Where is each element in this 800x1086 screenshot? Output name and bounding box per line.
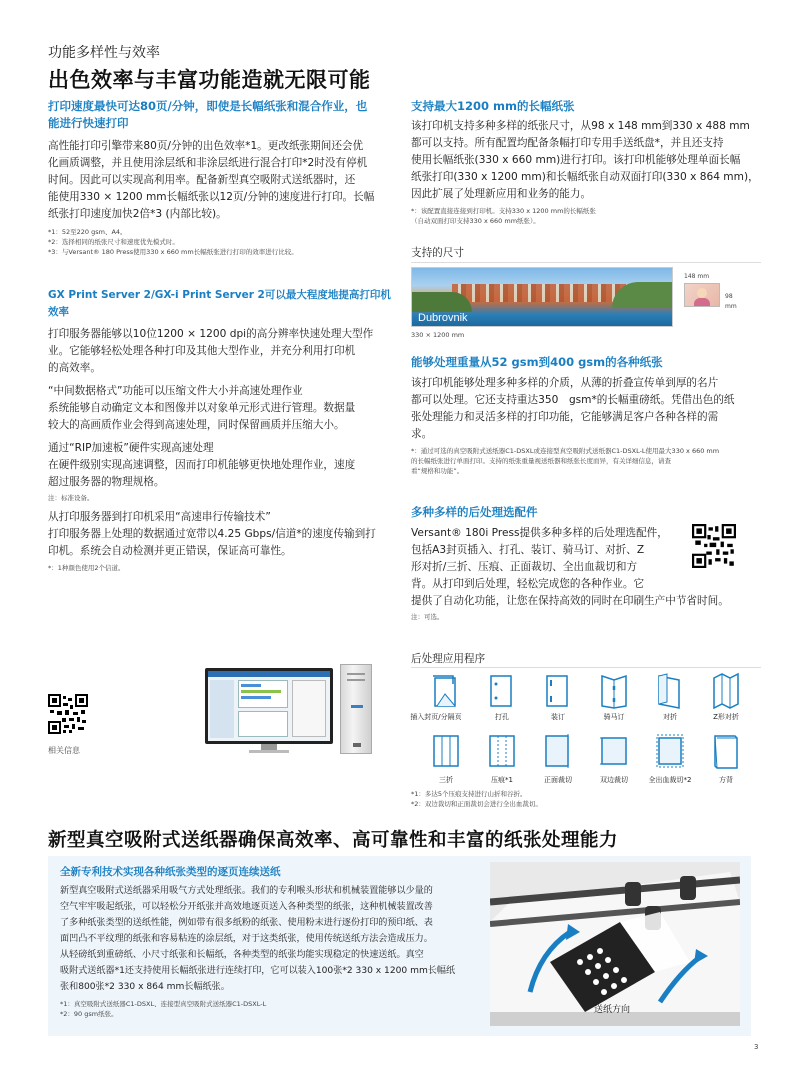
app-label: 压痕*1 <box>491 776 513 784</box>
app-label: 打孔 <box>495 713 509 721</box>
dubrovnik-banner-image <box>411 267 673 327</box>
speed-title-line1: 打印速度最快可达80页/分钟，即使是长幅纸张和混合作业，也 <box>48 99 368 113</box>
finishing-icons-row2 <box>411 730 761 774</box>
app-label: 装订 <box>551 713 565 721</box>
related-info-label: 相关信息 <box>48 746 80 755</box>
qr-code-icon <box>48 694 88 734</box>
paper-weight-section: 能够处理重量从52 gsm到400 gsm的各种纸张 该打印机能够处理多种多样的介质，从薄的折叠宣传单到厚的名片 都可以处理。它还支持重达350 gsm*的长幅重磅纸。凭借出色的纸 张处理能力和灵活多样的打印功能，它能够满足客户各种各样的需 求。 *：通过可选的真空吸附式送纸器C1-DSXL或连接型真空吸附式送纸器C1-DSXL-L使用最大330 x 660 mm 的长幅纸张进行单面打印。支持的纸张重量视送纸器和纸张长度而异，有关详细信息，请查 看“规格和功能”。 <box>411 354 761 476</box>
speed-notes: *1：52至220 gsm、A4。 *2：选择相同的纸张尺寸和速度优先模式时。 *3：与Versant® 180 Press使用330 x 660 mm长幅纸张进行打印的效率进行比较。 <box>48 228 298 256</box>
small-size-height: 98 mm <box>725 293 737 310</box>
server-tower-image <box>340 664 372 754</box>
z-fold-icon <box>711 672 741 710</box>
face-trim-icon <box>543 732 573 770</box>
app-label: 对折 <box>663 713 677 721</box>
apps-label: 后处理应用程序 <box>411 653 486 665</box>
server-section: GX Print Server 2/GX-i Print Server 2可以最大程度地提高打印机效率 打印服务器能够以10位1200 × 1200 dpi的高分辨率快速处理大型作 业。它能够轻松处理各种打印及其他大型作业，并充分利用打印机 的高效率。 “中间数据格式”功能可以压缩文件大小并高速处理作业 系统能够自动确定文本和图像并以对象单元形式进行管理。数据量 较大的高画质作业会得到高速处理，同时保留画质并压缩大小。 通过“RIP加速板”硬件实现高速处理 在硬件级别实现高速调整，因而打印机能够更快地处理作业，速度 超过服务器的物理规格。 注：标准设备。 从打印服务器到打印机采用“高速串行传输技术” 打印服务器上处理的数据通过宽带以4.25 Gbps/信道*的速度传输到打 印机。系统会自动检测并更正错误，保证高可靠性。 *：1种颜色使用2个信道。 <box>48 287 393 573</box>
finishing-qr[interactable] <box>692 524 736 568</box>
staple-icon <box>543 672 573 710</box>
feeder-subtitle: 全新专利技术实现各种纸张类型的逐页连续送纸 <box>60 866 281 878</box>
bi-fold-icon <box>655 672 685 710</box>
hole-punch-icon <box>487 672 517 710</box>
divider <box>411 262 761 263</box>
right-column: 支持最大1200 mm的长幅纸张 该打印机支持多种多样的纸张尺寸，从98 x 148 mm到330 x 488 mm 都可以支持。所有配置均配备条幅打印专用手送纸盘*，并且还支持 使用长幅纸张(330 x 660 mm)进行打印。该打印机能够处理单面长幅 纸张打印(330 x 1200 mm)和长幅纸张自动双面打印(330 x 864 mm)， 因此扩展了处理新应用和业务的能力。 *：该配置直接连接到打印机。支持330 x 1200 mm的长幅纸张 （自动双面打印支持330 x 660 mm纸张）。 <box>411 98 761 226</box>
app-label: 三折 <box>439 776 453 784</box>
app-label: 骑马订 <box>603 713 625 721</box>
left-column <box>48 98 393 257</box>
tri-fold-icon <box>431 732 461 770</box>
feeder-section-title: 新型真空吸附式送纸器确保高效率、高可靠性和丰富的纸张处理能力 <box>48 830 619 851</box>
small-size-width: 148 mm <box>684 273 710 280</box>
square-fold-icon <box>711 732 741 770</box>
two-side-trim-icon <box>599 732 629 770</box>
section-kicker: 功能多样性与效率 <box>48 45 160 61</box>
paper-weight-title: 能够处理重量从52 gsm到400 gsm的各种纸张 <box>411 355 663 369</box>
banner-city: Dubrovnik <box>418 312 468 324</box>
app-label: 方背 <box>719 776 733 784</box>
finishing-title: 多种多样的后处理选配件 <box>411 505 538 519</box>
app-label: 插入封页/分隔页 <box>410 713 462 721</box>
app-label: 正面裁切 <box>544 776 572 784</box>
app-label: 双边裁切 <box>600 776 628 784</box>
server-sub3: 从打印服务器到打印机采用“高速串行传输技术” <box>48 511 271 523</box>
supported-sizes-label: 支持的尺寸 <box>411 247 464 259</box>
app-label: Z形对折 <box>713 713 739 721</box>
feeder-text: 全新专利技术实现各种纸张类型的逐页连续送纸 新型真空吸附式送纸器采用吸气方式处理纸张。我们的专利喉头形状和机械装置能够以少量的 空气牢牢吸起纸张，可以轻松分开纸张并高效地逐页送入各种类型的纸张，这种机械装置改善 了多种纸张类型的送纸性能，例如带有很多纸粉的纸张、使用粉末进行逐份打印的预印纸、表 面凹凸不平纹理的纸张和容易粘连的涂层纸，对于这类纸张，使用传统送纸方法会造成压力。 从轻磅纸到重磅纸、小尺寸纸张和长幅纸，各种类型的纸张均能实现稳定的快速送纸。真空 吸附式送纸器*1还支持使用长幅纸张进行连续打印，它可以装入100张*2 330 x 1200 mm长幅纸 张和800张*2 330 x 864 mm长幅纸张。 *1：真空吸附式送纸器C1-DSXL、连接型真空吸附式送纸器C1-DSXL-L *2：90 gsm纸张。 <box>60 864 490 1019</box>
page-number: 3 <box>754 1043 759 1051</box>
server-sub1: “中间数据格式”功能可以压缩文件大小并高速处理作业 <box>48 385 303 397</box>
server-title: GX Print Server 2/GX-i Print Server 2可以最大程度地提高打印机效率 <box>48 289 391 318</box>
long-paper-title: 支持最大1200 mm的长幅纸张 <box>411 99 575 113</box>
apps-notes: *1：多达5个压痕支持进行山折和谷折。 *2：双边裁切和正面裁切会进行全出血裁切。 <box>411 790 542 808</box>
app-label: 全出血裁切*2 <box>648 776 692 784</box>
banner-size: 330 × 1200 mm <box>411 331 465 339</box>
monitor-image <box>205 668 333 754</box>
related-info-qr[interactable] <box>48 694 88 734</box>
saddle-stitch-icon <box>599 672 629 710</box>
speed-title-line2: 能进行快速打印 <box>48 116 129 130</box>
crease-icon <box>487 732 517 770</box>
qr-code-icon <box>692 524 736 568</box>
cover-insert-icon <box>431 672 461 710</box>
page-title: 出色效率与丰富功能造就无限可能 <box>48 68 371 92</box>
feed-direction-label: 送纸方向 <box>594 1005 631 1015</box>
full-bleed-trim-icon <box>655 732 685 770</box>
feeder-mechanism-image <box>490 862 740 1026</box>
small-size-photo <box>684 283 720 307</box>
finishing-section: 多种多样的后处理选配件 Versant® 180i Press提供多种多样的后处理选配件， 包括A3封页插入、打孔、装订、骑马订、对折、Z 形对折/三折、压痕、正面裁切、全出血裁切和方 背。从打印到后处理，轻松完成您的各种作业。它 提供了自动化功能，让您在保持高效的同时在印刷生产中节省时间。 注：可选。 <box>411 504 771 622</box>
server-sub2: 通过“RIP加速板”硬件实现高速处理 <box>48 442 214 454</box>
speed-body: 高性能打印引擎带来80页/分钟的出色效率*1。更改纸张期间还会优 化画质调整，并且使用涂层纸和非涂层纸进行混合打印*2时没有停机 时间。因此可以实现高利用率。配备新型真空吸附式送纸器时，还 能使用330 × 1200 mm长幅纸张以12页/分钟的速度进行打印。长幅 纸张打印速度加快2倍*3 (内部比较)。 <box>48 140 375 220</box>
